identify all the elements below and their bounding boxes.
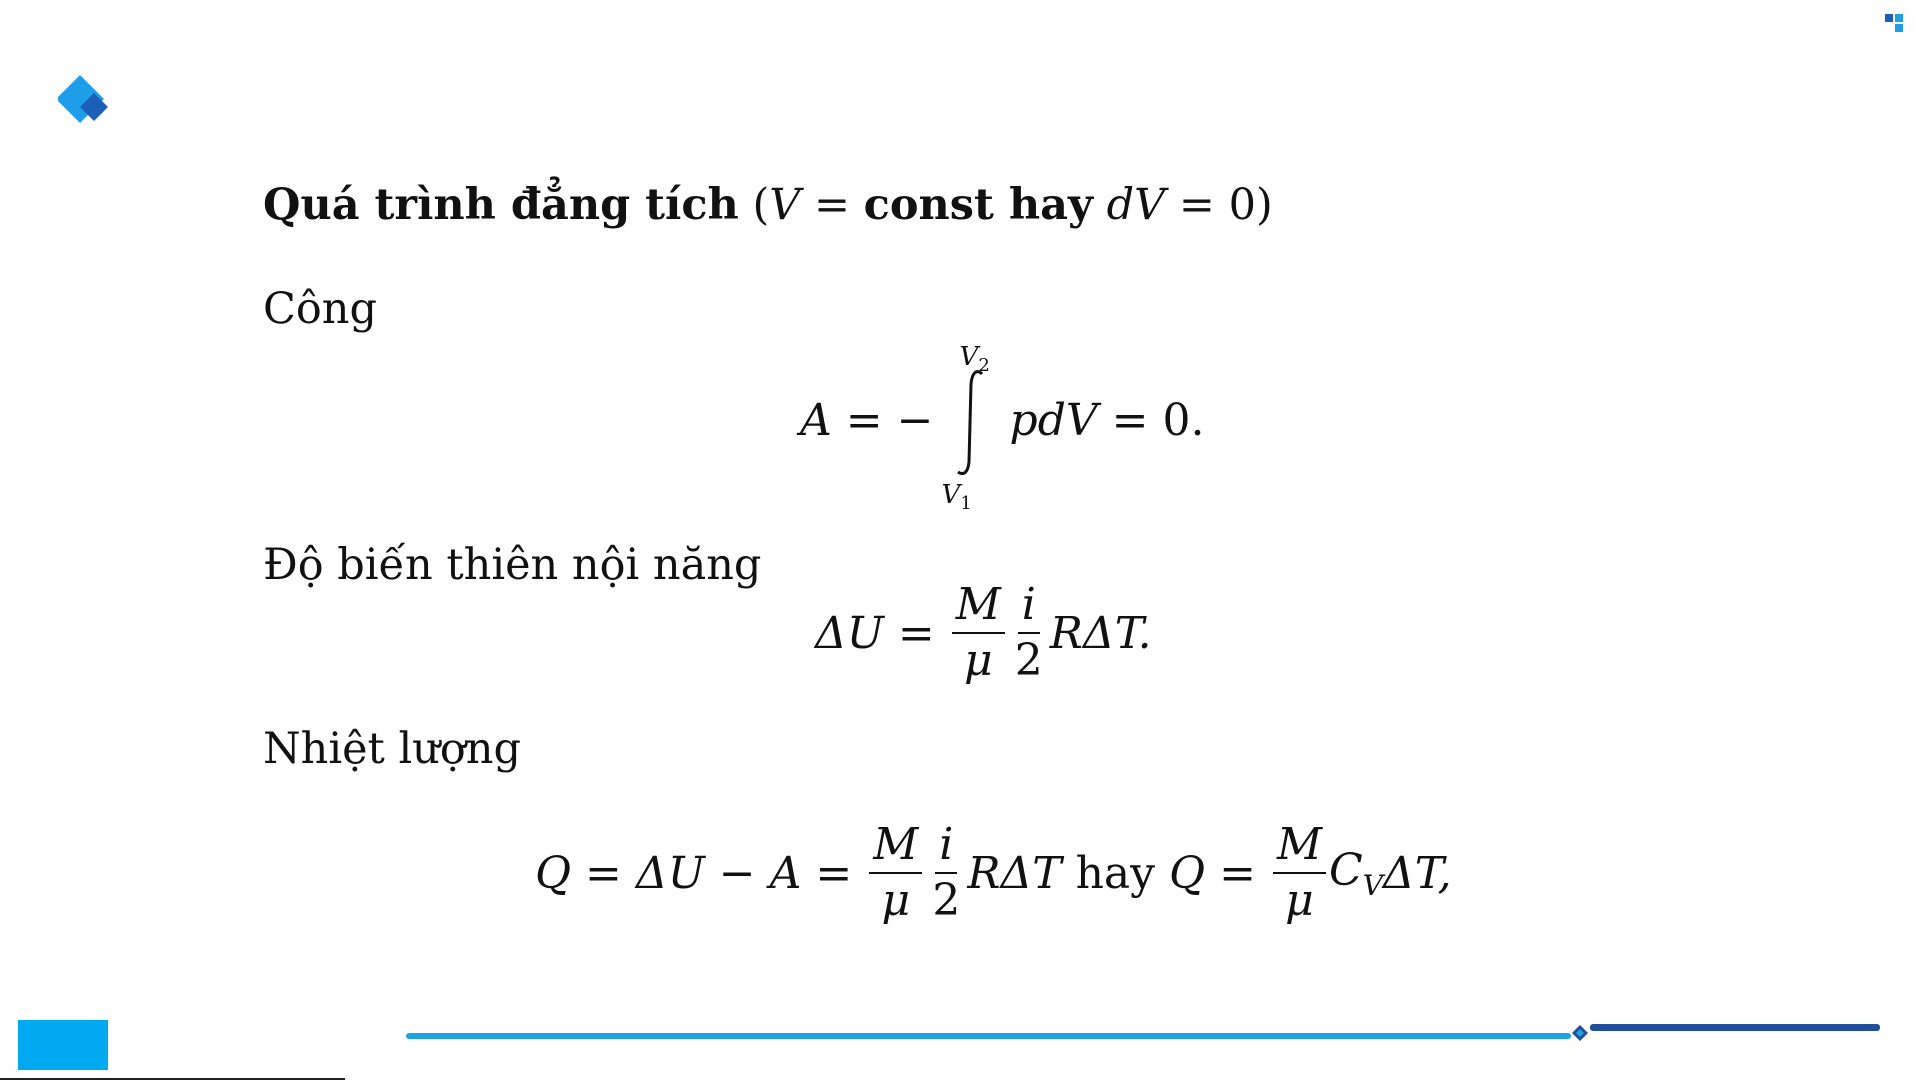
title-var-v: V <box>769 180 801 230</box>
eq-du-lhs: ΔU <box>815 607 884 659</box>
eq-work-lhs: A <box>800 394 832 446</box>
title-var-dv: dV <box>1106 180 1166 230</box>
footer-diamond-icon <box>1572 1025 1588 1041</box>
eq-du-eq: = <box>897 607 935 659</box>
footer-divider-right <box>1590 1024 1880 1031</box>
eq-q-end: ΔT, <box>1382 847 1452 899</box>
eq-q-c: $C_V$ <box>1329 844 1383 902</box>
integral-sign <box>941 342 1002 515</box>
integral-upper-limit: $V_2$ <box>959 342 990 377</box>
corner-squares-icon <box>1885 14 1903 32</box>
equation-work <box>800 330 1205 515</box>
fraction-m-mu-2: $\frac{M}{\mu}$ <box>1273 822 1326 924</box>
fraction-i-2: $\frac{i}{2}$ <box>932 819 961 927</box>
eq-q-mid: RΔT <box>967 847 1062 899</box>
eq-work-rhs: = 0. <box>1111 394 1205 446</box>
integral-icon <box>950 368 990 478</box>
label-nhiet-luong: Nhiệt lượng <box>263 724 522 774</box>
title-paren: ( <box>752 180 770 230</box>
eq-work-eq: = <box>845 394 883 446</box>
logo-diamond-icon <box>58 73 112 127</box>
title-eq-zero: = 0) <box>1165 180 1273 230</box>
eq-work-integrand: pdV <box>1009 394 1098 446</box>
fraction-m-mu: $\frac{M}{\mu}$ <box>869 822 922 924</box>
integral-lower-limit: $V_1$ <box>941 480 972 515</box>
title-eq: = <box>800 180 864 230</box>
eq-q-lhs: Q = ΔU − A = <box>535 847 853 899</box>
footer-divider-left <box>0 1078 345 1080</box>
eq-du-tail: RΔT. <box>1049 607 1152 659</box>
label-do-bien-thien: Độ biến thiên nội năng <box>263 540 762 590</box>
fraction-m-mu: $\frac{M}{\mu}$ <box>952 582 1005 684</box>
fraction-i-2: $\frac{i}{2}$ <box>1014 579 1043 687</box>
title-bold: Quá trình đẳng tích <box>263 180 739 230</box>
equation-heat <box>535 819 1452 927</box>
eq-work-minus: − <box>896 394 934 446</box>
slide-title <box>263 180 1273 230</box>
title-const: const hay <box>863 180 1093 230</box>
footer-divider <box>406 1033 1571 1039</box>
footer-box <box>18 1020 108 1070</box>
label-cong: Công <box>263 284 378 334</box>
eq-q-hay: hay <box>1075 847 1156 899</box>
eq-q-q2: Q = <box>1169 847 1256 899</box>
equation-delta-u <box>815 579 1152 687</box>
